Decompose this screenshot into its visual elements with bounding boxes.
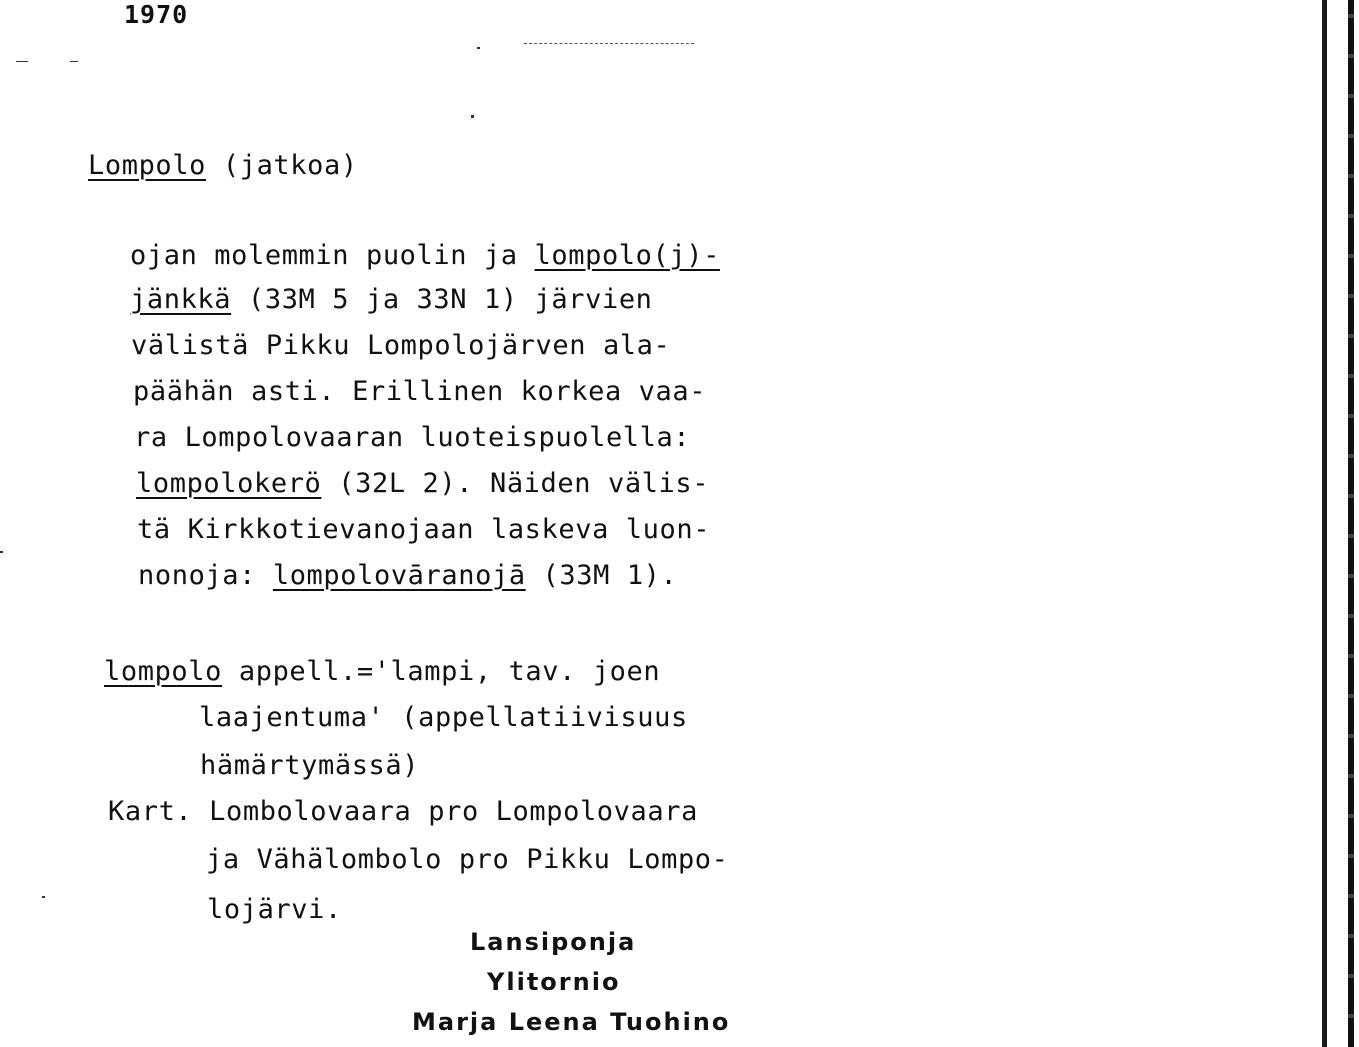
place-name-term: lompolo(j)- — [534, 240, 720, 271]
para1-line2 — [130, 284, 653, 316]
stamp-municipality: Ylitornio — [487, 968, 621, 996]
para3-line1: Kart. Lombolovaara pro Lompolovaara — [108, 796, 698, 827]
para2-line3: hämärtymässä) — [200, 750, 420, 781]
text-run: nonoja: — [138, 560, 273, 591]
para2-line1 — [104, 656, 660, 688]
para1-line5: ra Lompolovaaran luoteispuolella: — [134, 422, 691, 453]
scan-speck — [16, 61, 28, 62]
scan-speck — [70, 61, 78, 62]
para1-line1 — [130, 240, 720, 272]
heading-term: Lompolo — [88, 150, 206, 181]
place-name-term: lompolokerö — [136, 468, 322, 499]
para2-line2: laajentuma' (appellatiivisuus — [199, 702, 688, 733]
stamp-collector: Marja Leena Tuohino — [412, 1008, 731, 1036]
scan-speck — [471, 115, 474, 118]
para1-line3: välistä Pikku Lompolojärven ala- — [131, 330, 671, 361]
para3-line2: ja Vähälombolo pro Pikku Lompo- — [206, 844, 729, 875]
scan-speck — [477, 47, 480, 49]
entry-heading — [88, 150, 358, 182]
para1-line7: tä Kirkkotievanojaan laskeva luon- — [137, 514, 711, 545]
text-run: (33M 5 ja 33N 1) järvien — [231, 284, 653, 315]
text-run: ojan molemmin puolin ja — [130, 240, 535, 271]
para1-line8 — [138, 560, 677, 592]
stamp-village: Lansiponja — [470, 928, 637, 956]
year-label: 1970 — [124, 0, 189, 29]
place-name-term: jänkkä — [130, 284, 232, 315]
scan-speck — [0, 551, 3, 553]
heading-continuation: (jatkoa) — [222, 150, 358, 181]
text-run: appell.='lampi, tav. joen — [222, 656, 661, 687]
page-edge-shadow — [1322, 0, 1327, 1047]
place-name-term: lompolovāranojā — [272, 560, 526, 591]
scan-speck — [42, 896, 45, 898]
page-edge-shadow-outer — [1348, 0, 1354, 1047]
para3-line3: lojärvi. — [207, 894, 342, 925]
text-run: (32L 2). Näiden välis- — [321, 468, 710, 499]
text-run: (33M 1). — [525, 560, 678, 591]
top-dashed-rule — [524, 43, 694, 44]
para1-line6 — [136, 468, 709, 500]
para1-line4: päähän asti. Erillinen korkea vaa- — [133, 376, 707, 407]
appellative-term: lompolo — [104, 656, 222, 687]
